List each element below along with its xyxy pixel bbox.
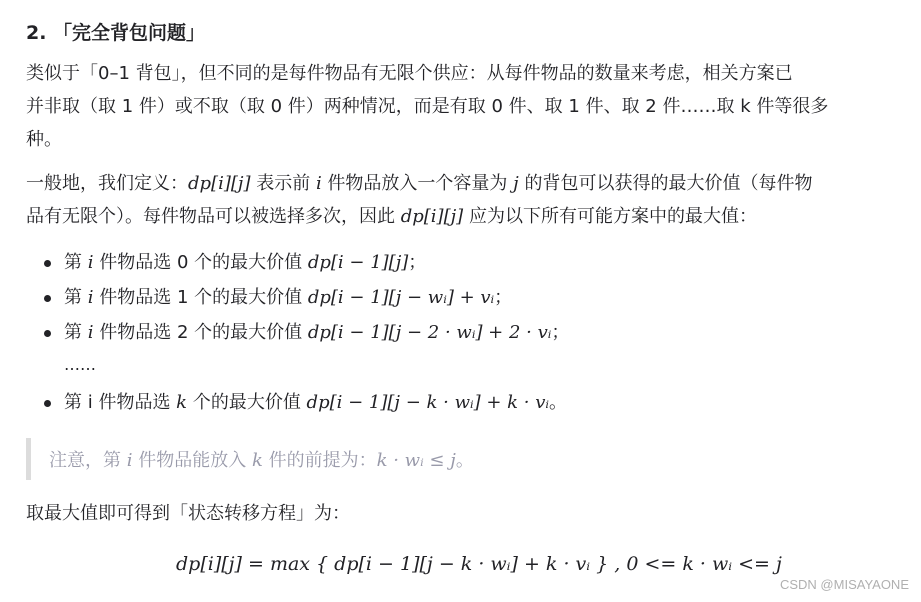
math-dp: dp[i][j] xyxy=(400,206,464,227)
math-expr: dp[i − 1][j − wᵢ] + vᵢ xyxy=(307,287,495,308)
definition-text: 一般地，我们定义： xyxy=(26,173,188,194)
section-heading: 2. 「完全背包问题」 xyxy=(26,22,206,44)
item-text: 件物品选 1 个的最大价值 xyxy=(93,287,308,308)
note-fragment: 注意，第 xyxy=(49,450,127,471)
definition-text: 应为以下所有可能方案中的最大值： xyxy=(463,206,757,227)
item-text: ； xyxy=(408,252,427,273)
intro-line-2: 并非取（取 1 件）或不取（取 0 件）两种情况，而是有取 0 件、取 1 件、取 2 件……取 k 件等很多 xyxy=(26,96,829,117)
definition-text: 表示前 xyxy=(250,173,316,194)
item-text: 第 xyxy=(64,287,88,308)
note-text xyxy=(49,446,474,472)
math-var: k xyxy=(176,392,188,413)
math-var: i xyxy=(87,287,94,308)
math-expr: dp[i − 1][j − 2 · wᵢ] + 2 · vᵢ xyxy=(307,322,552,343)
list-ellipsis: …… xyxy=(64,355,96,374)
math-expr: dp[i − 1][j] xyxy=(307,252,409,273)
definition-text: 品有无限个）。每件物品可以被选择多次，因此 xyxy=(26,206,401,227)
item-text: 件物品选 2 个的最大价值 xyxy=(93,322,308,343)
intro-paragraph xyxy=(26,57,906,156)
item-text: ； xyxy=(551,322,570,343)
math-var: i xyxy=(315,173,322,194)
bullet-dot xyxy=(44,295,51,302)
definition-line-1 xyxy=(26,167,906,200)
list-item xyxy=(42,385,567,420)
intro-line-3: 种。 xyxy=(26,129,62,150)
option-list-last xyxy=(42,385,567,420)
watermark: CSDN @MISAYAONE xyxy=(779,577,909,592)
note-fragment: 。 xyxy=(455,450,474,471)
option-list xyxy=(42,245,569,350)
item-text: 第 xyxy=(64,322,88,343)
math-expr: dp[i − 1][j − k · wᵢ] + k · vᵢ xyxy=(306,392,550,413)
intro-line-1: 类似于「0–1 背包」，但不同的是每件物品有无限个供应：从每件物品的数量来考虑，相关方案已 xyxy=(26,63,793,84)
math-expr: k · wᵢ ≤ j xyxy=(376,450,456,471)
list-item xyxy=(42,245,569,280)
definition-paragraph xyxy=(26,167,906,233)
item-text: ； xyxy=(494,287,513,308)
item-text: 个的最大价值 xyxy=(187,392,307,413)
bullet-dot xyxy=(44,260,51,267)
item-text: 。 xyxy=(549,392,568,413)
conclusion-paragraph: 取最大值即可得到「状态转移方程」为： xyxy=(26,503,350,524)
item-text: 件物品选 0 个的最大价值 xyxy=(93,252,308,273)
note-fragment: 件物品能放入 xyxy=(132,450,252,471)
list-item xyxy=(42,280,569,315)
math-var: j xyxy=(513,173,519,194)
note-blockquote xyxy=(26,438,896,480)
item-text: 第 i 件物品选 xyxy=(64,392,177,413)
math-dp: dp[i][j] xyxy=(188,173,251,194)
math-var: i xyxy=(87,252,94,273)
math-var: i xyxy=(126,450,133,471)
bullet-dot xyxy=(44,400,51,407)
bullet-dot xyxy=(44,330,51,337)
transition-equation: dp[i][j] = max { dp[i − 1][j − k · wᵢ] + k · vᵢ } , 0 <= k · wᵢ <= j xyxy=(176,553,782,575)
list-item xyxy=(42,315,569,350)
definition-text: 件物品放入一个容量为 xyxy=(321,173,514,194)
definition-line-2 xyxy=(26,200,906,233)
item-text: 第 xyxy=(64,252,88,273)
note-fragment: 件的前提为： xyxy=(262,450,377,471)
math-var: i xyxy=(87,322,94,343)
math-var: k xyxy=(251,450,263,471)
definition-text: 的背包可以获得的最大价值（每件物 xyxy=(518,173,813,194)
